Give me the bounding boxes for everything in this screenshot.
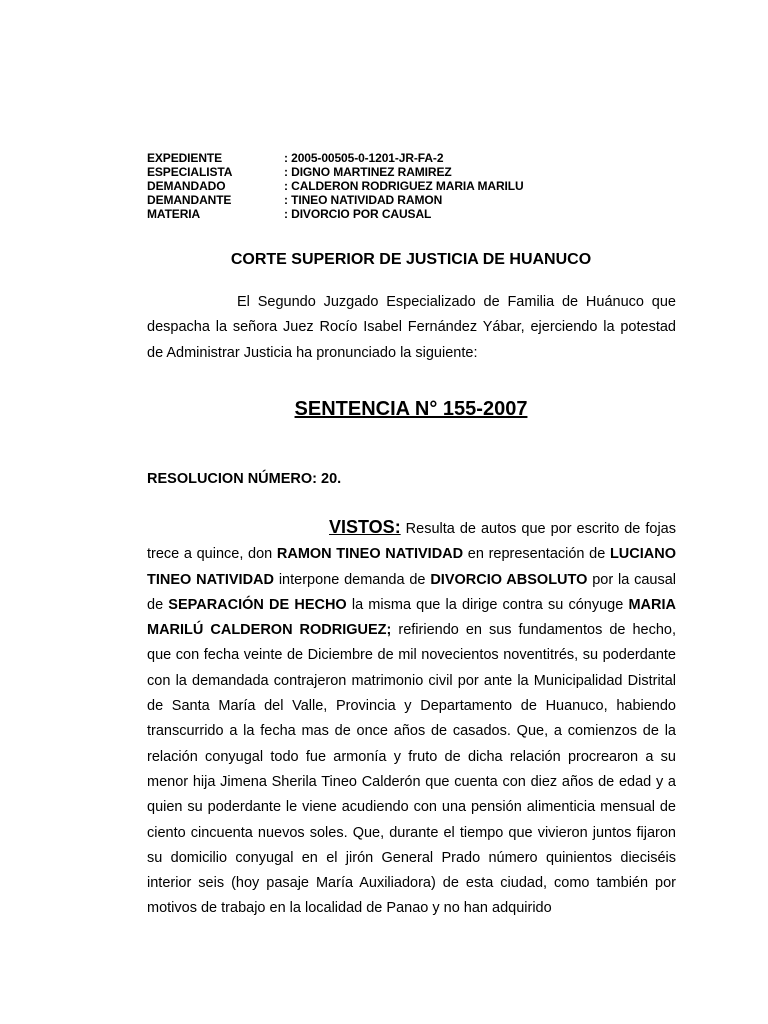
resolucion-number: RESOLUCION NÚMERO: 20. (147, 471, 342, 487)
vistos-text: por la causal de (147, 571, 677, 613)
vistos-bold-text: MARIA MARILÚ CALDERON RODRIGUEZ; (147, 596, 676, 639)
vistos-text: Resulta de autos que por escrito de fojas trece a quince, don (147, 521, 676, 563)
header-row-demandante (147, 193, 524, 207)
header-row-materia (147, 207, 524, 221)
header-value: : DIGNO MARTINEZ RAMIREZ (284, 165, 452, 179)
intro-paragraph (147, 290, 676, 366)
header-key: ESPECIALISTA (147, 165, 233, 179)
vistos-bold-text: SEPARACIÓN DE HECHO (168, 596, 347, 613)
header-key: DEMANDANTE (147, 193, 232, 207)
header-row-especialista (147, 165, 524, 179)
vistos-text: refiriendo en sus fundamentos de hecho, que con fecha veinte de Diciembre de mil novecientos noventitrés, su poderdante con la demandada contrajeron matrimonio civil por ante la Municipalidad Distrital de Santa María del Valle, Provincia y Departamento de Huanuco, habiendo transcurrido a la fecha mas de once años de casados. Que, a comienzos de la relación conyugal todo fue armonía y fruto de dicha relación procrearon a su menor hija Jimena Sherila Tineo Calderón que cuenta con diez años de edad y a quien su poderdante le viene acudiendo con una pensión alimenticia mensual de ciento cincuenta nuevos soles. Que, durante el tiempo que vivieron juntos fijaron su domicilio conyugal en el jirón General Prado número quinientos dieciséis interior seis (hoy pasaje María Auxiliadora) de esta ciudad, como también por motivos de trabajo en la localidad de Panao y no han adquirido (147, 622, 676, 917)
court-title: CORTE SUPERIOR DE JUSTICIA DE HUANUCO (230, 251, 592, 268)
header-row-demandado (147, 179, 524, 193)
case-header (147, 151, 524, 221)
header-value: : DIVORCIO POR CAUSAL (284, 207, 432, 221)
header-row-expediente (147, 151, 524, 165)
header-value: : CALDERON RODRIGUEZ MARIA MARILU (284, 179, 524, 193)
vistos-bold-text: DIVORCIO ABSOLUTO (430, 571, 588, 588)
vistos-text: la misma que la dirige contra su cónyuge (346, 596, 629, 613)
vistos-text: interpone demanda de (274, 571, 431, 588)
header-key: DEMANDADO (147, 179, 226, 193)
header-value: : 2005-00505-0-1201-JR-FA-2 (284, 151, 444, 165)
sentencia-title: SENTENCIA N° 155-2007 (294, 398, 528, 420)
vistos-bold-text: LUCIANO TINEO NATIVIDAD (147, 546, 676, 588)
intro-text: El Segundo Juzgado Especializado de Familia de Huánuco que despacha la señora Juez Rocío Isabel Fernández Yábar, ejerciendo la potestad de Administrar Justicia ha pronunciado la siguiente: (147, 294, 676, 361)
vistos-label: VISTOS: (329, 517, 401, 537)
header-key: EXPEDIENTE (147, 151, 223, 165)
header-key: MATERIA (147, 207, 201, 221)
vistos-bold-text: RAMON TINEO NATIVIDAD (276, 546, 464, 563)
vistos-text: en representación de (463, 546, 610, 563)
header-value: : TINEO NATIVIDAD RAMON (284, 193, 443, 207)
vistos-paragraph (147, 515, 676, 922)
